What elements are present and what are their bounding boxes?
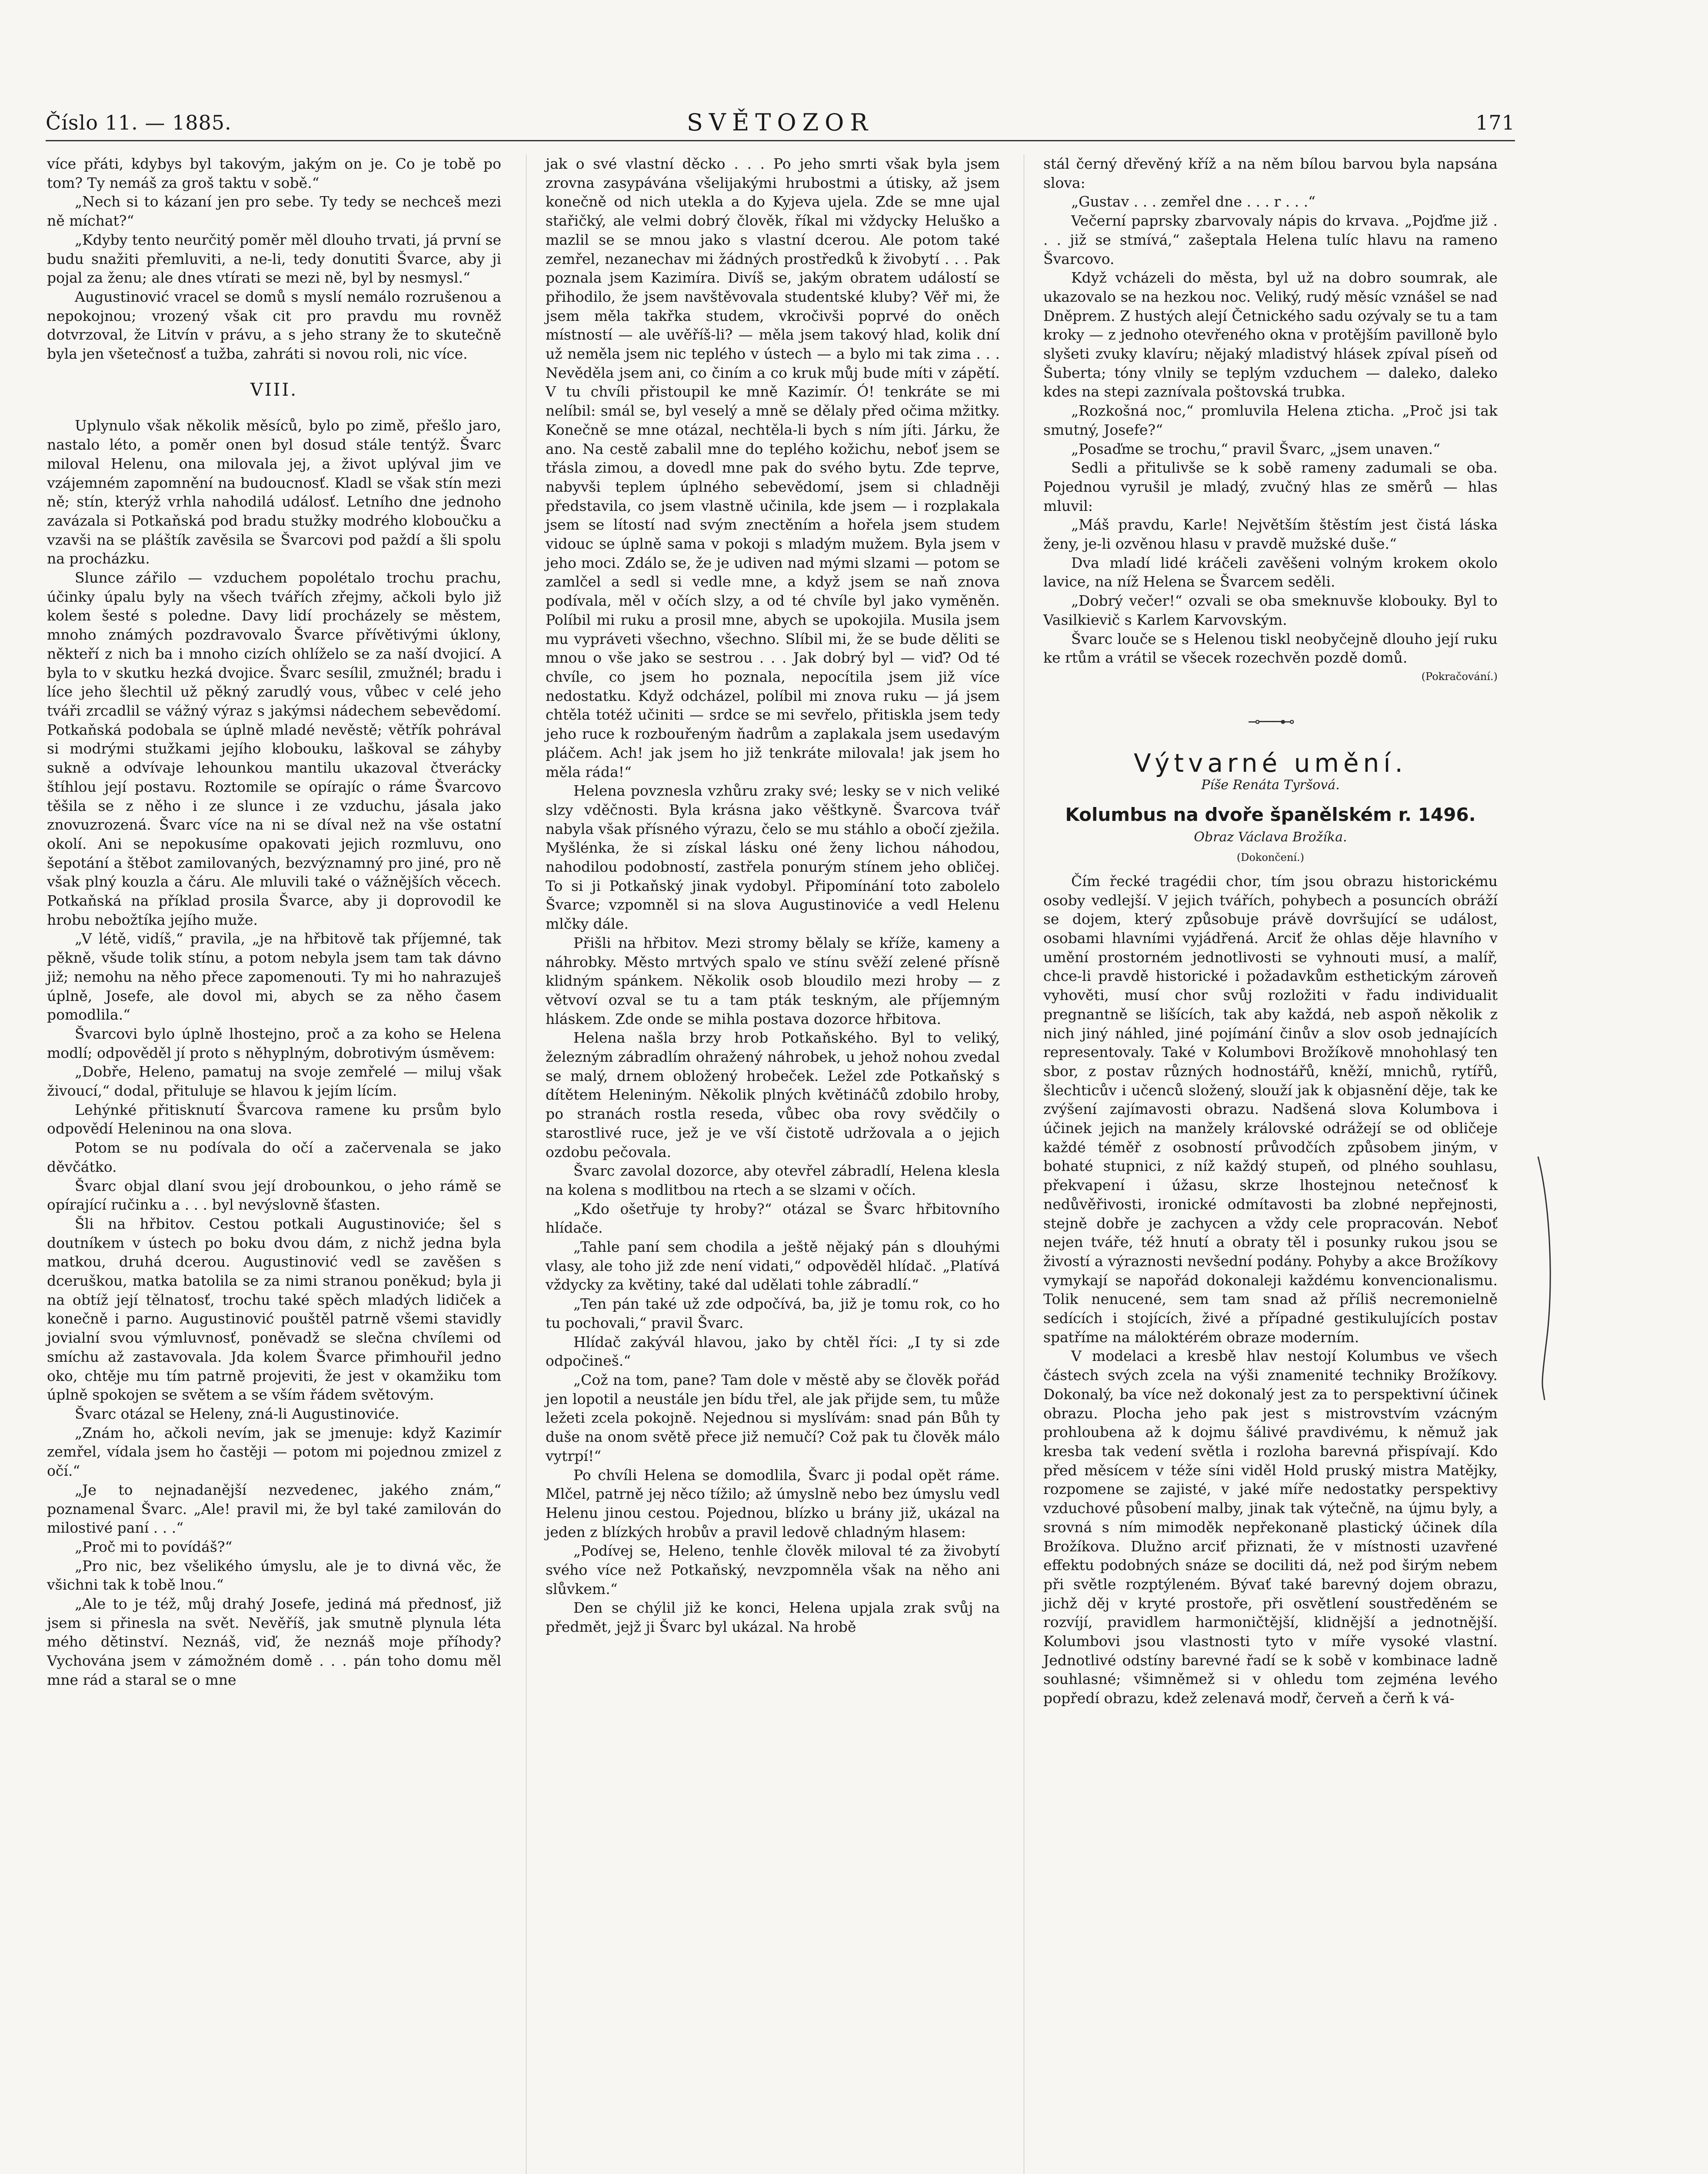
- paragraph: více přáti, kdybys byl takovým, jakým on je. Co je tobě po tom? Ty nemáš za groš taktu v sobě.“: [47, 155, 501, 191]
- paragraph: „Tahle paní sem chodila a ještě nějaký pán s dlouhými vlasy, ale toho již zde není vidati,“ odpověděl hlídač. „Platívá vždycky za květiny, také dal udělati tohle zábradlí.“: [546, 1238, 1000, 1294]
- paragraph: Augustinović vracel se domů s myslí nemálo rozrušenou a nepokojnou; vrozený však cit pro pravdu mu rovněž dotvrzoval, že Litvín v právu, a s jeho strany že to skutečně byla jen všetečnosť a tužba, zahráti si novou roli, nic více.: [47, 288, 501, 363]
- page-number: 171: [1475, 111, 1515, 134]
- paragraph: Helena našla brzy hrob Potkaňského. Byl to veliký, železným zábradlím ohražený náhrobek, u jehož nohou zvedal se malý, drnem obložený hrobeček. Ležel zde Potkaňský s dítětem Heleniným. Několik plných květináčů zdobilo hroby, po stranách rostla reseda, vůbec oba rovy svědčily o starostlivé ruce, jež je ve vší čistotě udržovala a o jejich ozdobu pečovala.: [546, 1029, 1000, 1160]
- paragraph: V modelaci a kresbě hlav nestojí Kolumbus ve všech částech svých zcela na výši znamenité techniky Brožíkovy. Dokonalý, ba více než dokonalý jest za to perspektivní účinek obrazu. Plocha jeho pak jest s mistrovstvím vzácným prohloubena až k dojmu šálivé pravdivému, k němuž jak kresba tak vedení světla i rozloha barevná přispívají. Kdo před měsícem v téže síni viděl Hold pruský mistra Matějky, rozpomene se zajisté, v jaké míře nedostatky perspektivy vzduchové působení malby, jinak tak výtečně, na újmu byly, a srovná s ním mimoděk nepřekonaně plastický účinek díla Brožíkova. Dlužno arciť přiznati, že v místnosti uzavřené effektu podobných snáze se dociliti dá, než pod širým nebem při světle rozptýleném. Bývať také barevný dojem obrazu, jichž děj v kryté prostoře, při osvětlení soustředěném se rozvíjí, pravidlem harmoničtější, klidnější a jednotnější. Kolumbovi jsou vlastnosti tyto v míře vysoké vlastní. Jednotlivé odstíny barevné řadí se k sobě v kombinace ladně souhlasné; všimněmež si v ohledu tom zejména levého popředí obrazu, kdež zelenavá modř, červeň a čerň k vá-: [1043, 1347, 1498, 1707]
- paragraph: Švarc louče se s Helenou tiskl neobyčejně dlouho její ruku ke rtům a vrátil se všecek rozechvěn pozdě domů.: [1043, 630, 1498, 667]
- paragraph: Švarc otázal se Heleny, zná-li Augustinoviće.: [75, 1405, 400, 1422]
- paragraph: Švarc zavolal dozorce, aby otevřel zábradlí, Helena klesla na kolena s modlitbou na rtech a se slzami v očích.: [546, 1162, 1000, 1198]
- paragraph: Dva mladí lidé kráčeli zavěšeni volným krokem okolo lavice, na níž Helena se Švarcem seděli.: [1043, 554, 1498, 590]
- issue-number: Číslo 11. — 1885.: [46, 111, 232, 134]
- paragraph: Když vcházeli do města, byl už na dobro soumrak, ale ukazovalo se na hezkou noc. Veliký, rudý měsíc vznášel se nad Dněprem. Z hustých alejí Četnického sadu ozývaly se tu a tam kroky — z jednoho otevřeného okna v protějším pavilloně bylo slyšeti zvuky klavíru; nějaký mladistvý hlásek zpíval píseň od Šuberta; tóny vlnily se teplým vzduchem — daleko, daleko kdes na stepi zaznívala poštovská trubka.: [1043, 269, 1498, 400]
- paragraph: „Máš pravdu, Karle! Největším štěstím jest čistá láska ženy, je-li ozvěnou hlasu v pravdě mužské duše.“: [1043, 516, 1498, 553]
- paragraph: „Proč mi to povídáš?“: [75, 1538, 233, 1555]
- article-note: (Dokončení.): [1236, 851, 1305, 864]
- paragraph: Uplynulo však několik měsíců, bylo po zimě, přešlo jaro, nastalo léto, a poměr onen byl dosud stále tentýž. Švarc miloval Helenu, ona milovala jej, a život uplýval jim ve vzájemném zapomnění na budoucnosť. Kladl se však stín mezi ně; stín, kterýž vrhla nahodilá událosť. Letního dne jednoho zavázala si Potkaňská pod bradu stužky modrého kloboučku a vzavši na se pláštík zavěsila se Švarcovi pod paždí a šli spolu na procházku.: [47, 417, 501, 567]
- paragraph: Po chvíli Helena se domodlila, Švarc ji podal opět ráme. Mlčel, patrně jej něco tížilo; až úmyslně nebo bez úmyslu vedl Helenu jinou cestou. Pojednou, blízko u brány již, ukázal na jeden z blízkých hrobův a pravil ledově chladným hlasem:: [546, 1466, 1000, 1540]
- column-1: [47, 154, 501, 1690]
- article-title: Kolumbus na dvoře španělském r. 1496.: [1065, 804, 1476, 825]
- page-header: [46, 107, 1515, 141]
- section-author: Píše Renáta Tyršová.: [1201, 777, 1340, 793]
- paragraph: „Gustav . . . zemřel dne . . . r . . .“: [1071, 193, 1316, 210]
- paragraph: Lehýnké přitisknutí Švarcova ramene ku prsům bylo odpovědí Heleninou na ona slova.: [47, 1101, 501, 1137]
- chapter-number: VIII.: [250, 380, 298, 400]
- paragraph: „Dobře, Heleno, pamatuj na svoje zemřelé — miluj však živoucí,“ dodal, přituluje se hlavou k jejím lícím.: [47, 1063, 501, 1100]
- paragraph: „Kdyby tento neurčitý poměr měl dlouho trvati, já první se budu snažiti přemluviti, a ne-li, tedy donutiti Švarce, aby ji pojal za ženu; ale dnes vtírati se mezi ně, byl by nesmysl.“: [47, 231, 501, 287]
- paragraph: „Ten pán také už zde odpočívá, ba, již je tomu rok, co ho tu pochovali,“ pravil Švarc.: [546, 1295, 1000, 1331]
- section-title: Výtvarné umění.: [1133, 748, 1407, 778]
- paragraph: „Pro nic, bez všelikého úmyslu, ale je to divná věc, že všichni tak k tobě lnou.“: [47, 1557, 501, 1594]
- column-3: [1043, 154, 1498, 1708]
- paragraph: Přišli na hřbitov. Mezi stromy bělaly se kříže, kameny a náhrobky. Město mrtvých spalo ve stínu svěží zelené přísně klidným spánkem. Několik osob bloudilo mezi hroby — z větvoví ozval se tu a tam pták teskným, ale příjemným hláskem. Zde onde se mihla postava dozorce hřbitova.: [546, 934, 1000, 1027]
- paragraph: „Podívej se, Heleno, tenhle člověk miloval té za živobytí svého více než Potkaňský, nevzpomněla však na něho ani slůvkem.“: [546, 1542, 1000, 1597]
- paragraph: Večerní paprsky zbarvovaly nápis do krvava. „Pojďme již . . . již se stmívá,“ zašeptala Helena tulíc hlavu na rameno Švarcovo.: [1043, 212, 1498, 267]
- paragraph: „Je to nejnadanější nezvedenec, jakého znám,“ poznamenal Švarc. „Ale! pravil mi, že byl také zamilován do milostivé paní . . .“: [47, 1481, 501, 1537]
- column-2: [546, 154, 1000, 1637]
- continued-note: (Pokračování.): [1421, 670, 1498, 683]
- paragraph: „V létě, vidíš,“ pravila, „je na hřbitově tak příjemné, tak pěkně, všude tolik stínu, a potom nebyla jsem tam tak dávno již; nemohu na něho přece zapomenouti. Ty mi ho nahrazuješ úplně, Josefe, ale dovol mi, abych se za něho časem pomodlila.“: [47, 930, 501, 1024]
- paragraph: jak o své vlastní děcko . . . Po jeho smrti však byla jsem zrovna zasypávána všelijakými hrubostmi a útisky, až jsem konečně od nich utekla a do Kyjeva ujela. Zde se mne ujal stařičký, ale velmi dobrý člověk, říkal mi vždycky Heluško a mazlil se se mnou jako s vlastní dcerou. Ale potom také zemřel, nezanechav mi žádných prostředků k živobytí . . . Pak poznala jsem Kazimíra. Divíš se, jakým obratem událostí se přihodilo, že jsem navštěvovala studentské kluby? Věř mi, že jsem měla takřka studem, vkročivši poprvé do oněch místností — ale uvěříš-li? — měla jsem takový hlad, kolik dní už neměla jsem nic teplého v ústech — a bylo mi tak zima . . . Nevěděla jsem ani, co činím a co kruk můj bude míti v zápětí. V tu chvíli přistoupil ke mně Kazimír. Ó! tenkráte se mi nelíbil: smál se, byl veselý a mně se dělaly před očima mžitky. Konečně se mne otázal, nechtěla-li bych s ním jíti. Járku, že ano. Na cestě zabalil mne do teplého kožichu, neboť jsem se třásla zimou, a dovedl mne pak do svého bytu. Zde teprve, nabyvši teplem úplného sebevědomí, jsem si chladněji představila, co jsem vlastně učinila, kde jsem — i rozplakala jsem se lítostí nad svým znectěním a hořela jsem studem vidouc se úplně sama v pokoji s mladým mužem. Byla jsem v jeho moci. Zdálo se, že je udiven nad mými slzami — potom se zamlčel a sedl si vedle mne, a když jsem se naň znova podívala, měl v očích slzy, a od té chvíle byl jako vyměněn. Políbil mi ruku a prosil mne, abych se upokojila. Musila jsem mu vypráveti všechno, všechno. Slíbil mi, že se bude děliti se mnou o vše jako se sestrou . . . Jak dobrý byl — viď? Od té chvíle, co jsem ho poznala, nepocítila jsem již více nedostatku. Když odcházel, políbil mi znova ruku — já jsem chtěla totéž učiniti — srdce se mi sevřelo, přitiskla jsem tedy jeho ruce k rozbouřeným ňadrům a zaplakala jsem usedavým pláčem. Ach! jak jsem ho již tenkráte milovala! jak jsem ho měla ráda!“: [546, 155, 1000, 780]
- paragraph: „Posaďme se trochu,“ pravil Švarc, „jsem unaven.“: [1071, 440, 1441, 457]
- section-divider: ⊸───⊷: [1248, 713, 1293, 730]
- paragraph: Čím řecké tragédii chor, tím jsou obrazu historickému osoby vedlejší. V jejich tvářích, pohybech a posuncích obráží se dojem, který způsobuje právě dovršující se událost, osobami hlavními vyjádřená. Arciť že ohlas děje hlavního v umění prostorném jednotlivosti se vyhnouti musí, a malíř, chce-li pravdě historické i požadavkům esthetickým zároveň vyhověti, musí chor svůj rozložiti v řadu individualit pregnantně se lišících, tak aby každá, neb aspoň několik z nich jiný náhled, jiné pojímání činův a slov osob jednajících representovaly. Také v Kolumbovi Brožíkově mnohohlasý ten sbor, z postav různých hodnostářů, kněží, mnichů, rytířů, šlechticův i učenců složený, slouží jak k objasnění děje, tak ke zvýšení zajímavosti obrazu. Nadšená slova Kolumbova i účinek jejich na manžely královské odrážejí se od obličeje každé téměř z osobností průvodčích způsobem jiným, v bohaté stupnici, z níž každý stupeň, od plného souhlasu, překvapení i úžasu, skrze lhostejnou netečnosť k nedůvěřivosti, ironické odmítavosti ba zlobné nepřejnosti, stejně dobře je zachycen a vždy cele propracován. Neboť nejen tváře, též hnutí a obraty těl i posunky rukou jsou se živostí a výraznosti nevšední podány. Pohyby a akce Brožíkovy vymykají se napořád dokonaleji každému konvencionalismu. Tolik nenucené, sem tam snad až příliš necremonielně sedících i stojících, živé a případné gestikulujících postav spatříme na máloktérém obraze moderním.: [1043, 872, 1498, 1346]
- paragraph: Helena povznesla vzhůru zraky své; lesky se v nich veliké slzy vděčnosti. Byla krásna jako věštkyně. Švarcova tvář nabyla však přísného výrazu, čelo se mu stáhlo a obočí zježila. Myšlénka, že si získal lásku oné ženy lichou náhodou, nahodilou podobností, zastřela ponurým stínem jeho obličej. To si ji Potkaňský jinak vydobyl. Připomínání toto zabolelo Švarce; vzpomněl si na slova Augustinoviće a vedl Helenu mlčky dále.: [546, 782, 1000, 933]
- paragraph: „Kdo ošetřuje ty hroby?“ otázal se Švarc hřbitovního hlídače.: [546, 1200, 1000, 1237]
- paragraph: „Dobrý večer!“ ozvali se oba smeknuvše klobouky. Byl to Vasilkievič s Karlem Karvovským.: [1043, 592, 1498, 628]
- paragraph: „Rozkošná noc,“ promluvila Helena zticha. „Proč jsi tak smutný, Josefe?“: [1043, 402, 1498, 438]
- paragraph: stál černý dřevěný kříž a na něm bílou barvou byla napsána slova:: [1043, 155, 1498, 191]
- paragraph: „Znám ho, ačkoli nevím, jak se jmenuje: když Kazimír zemřel, vídala jsem ho častěji — potom mi pojednou zmizel z očí.“: [47, 1424, 501, 1480]
- header-rule: [46, 140, 1515, 141]
- paragraph: „Ale to je též, můj drahý Josefe, jediná má přednosť, již jsem si přinesla na svět. Nevěříš, jak smutně plynula léta mého dětinství. Neznáš, viď, že neznáš moje příhody? Vychována jsem v zámožném domě . . . pán toho domu měl mne rád a staral se o mne: [47, 1595, 501, 1688]
- paragraph: Slunce zářilo — vzduchem popolétalo trochu prachu, účinky úpalu byly na všech tvářích zřejmy, ačkoli bylo již kolem šesté s poledne. Davy lidí procházely se městem, mnoho známých pozdravovalo Švarce přívětivými úklony, někteří z nich ba i mnoho cizích ohlíželo se za naší dvojicí. A byla to v skutku hezká dvojice. Švarc sesílil, zmužnél; bradu i líce jeho šlechtil už pěkný zarudlý vous, vůbec v celé jeho tváři zrcadlil se vážný výraz s jakýmsi nádechem sebevědomí. Potkaňská podobala se úplně mladé nevěstě; větřík pohrával si modrými stužkami jejího klobouku, laškoval se záhyby sukně a odvívaje lehounkou mantilu ukazoval čtverácky štíhlou její postavu. Roztomile se opírajíc o ráme Švarcovo těšila se z něho i ze slunce i ze vzduchu, jásala jako znovuzrozená. Švarc více na ni se díval než na vše ostatní okolí. Ani se nepokusíme opakovati jejich rozmluvu, ono šepotání a štěbot zamilovaných, bezvýznamný pro jiné, pro ně však plný kouzla a čáru. Ale mluvili také o vážnějších věcech. Potkaňská na příklad prosila Švarce, aby ji doprovodil ke hrobu nebožtíka jejího muže.: [47, 569, 501, 928]
- margin-pencil-mark: [1534, 1157, 1560, 1400]
- masthead-title: SVĚTOZOR: [686, 109, 874, 136]
- paragraph: Šli na hřbitov. Cestou potkali Augustinoviće; šel s doutníkem v ústech po boku dvou dám, z nichž jedna byla matkou, druhá dcerou. Augustinović vedl se zavěšen s dceruškou, matka batolila se za nimi stranou poněkud; byla ji na obtíž její tělnatosť, trochu také spěch mladých lidiček a konečně i parno. Augustinović pouštěl patrně všemi stavidly jovialní svou výmluvnosť, poněvadž se slečna chvílemi od smíchu až zastavovala. Jda kolem Švarce přimhouřil jedno oko, chtěje mu tím patrně projeviti, že jest v okamžiku tom úplně spokojen se světem a se vším řádem světovým.: [47, 1215, 501, 1404]
- paragraph: „Nech si to kázaní jen pro sebe. Ty tedy se nechceš mezi ně míchat?“: [47, 193, 501, 230]
- paragraph: Hlídač zakývál hlavou, jako by chtěl říci: „I ty si zde odpočineš.“: [546, 1333, 1000, 1370]
- paragraph: Švarcovi bylo úplně lhostejno, proč a za koho se Helena modlí; odpověděl jí proto s něhyplným, dobrotivým úsměvem:: [47, 1025, 501, 1061]
- paragraph: „Což na tom, pane? Tam dole v městě aby se člověk pořád jen lopotil a neustále jen bídu třel, ale jak přijde sem, tu může ležeti zcela pokojně. Nejednou si myslívám: snad pán Bůh ty duše na onom světě přece již nemučí? Což pak tu člověk málo vytrpí!“: [546, 1371, 1000, 1464]
- paragraph: Sedli a přitulivše se k sobě rameny zadumali se oba. Pojednou vyrušil je mladý, zvučný hlas ze směrů — hlas mluvil:: [1043, 459, 1498, 514]
- paragraph: Potom se nu podívala do očí a začervenala se jako děvčátko.: [47, 1139, 501, 1175]
- paragraph: Den se chýlil již ke konci, Helena upjala zrak svůj na předmět, jejž ji Švarc byl ukázal. Na hrobě: [546, 1599, 1000, 1636]
- article-subtitle: Obraz Václava Brožíka.: [1194, 829, 1347, 845]
- paragraph: Švarc objal dlaní svou její drobounkou, o jeho rámě se opírající ručinku a . . . byl nevýslovně šťasten.: [47, 1177, 501, 1214]
